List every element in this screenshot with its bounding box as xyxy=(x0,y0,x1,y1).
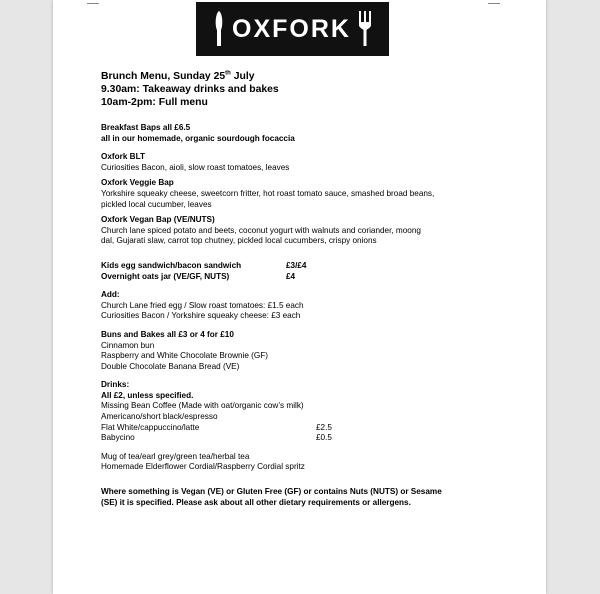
add-option: Church Lane fried egg / Slow roast tomatoes: £1.5 each xyxy=(101,300,304,310)
extra-item-label: Overnight oats jar (VE/GF, NUTS) xyxy=(101,271,230,281)
fork-icon xyxy=(358,10,372,48)
menu-item-name: Oxfork Veggie Bap xyxy=(101,178,174,188)
menu-content xyxy=(101,70,501,508)
page-crop-mark-left xyxy=(87,0,99,4)
drink-item: Missing Bean Coffee (Made with oat/organic cow’s milk) xyxy=(101,401,304,411)
baps-heading: Breakfast Baps all £6.5 xyxy=(101,123,191,132)
drink-label: Babycino xyxy=(101,433,135,443)
dietary-note: Where something is Vegan (VE) or Gluten Free (GF) or contains Nuts (NUTS) or Sesame xyxy=(101,487,442,497)
full-menu-hours: 10am-2pm: Full menu xyxy=(101,97,208,108)
drinks-heading: Drinks: xyxy=(101,380,130,390)
extra-item-price: £4 xyxy=(286,271,296,281)
drinks-subheading: All £2, unless specified. xyxy=(101,390,194,400)
page-crop-mark-right xyxy=(488,0,500,4)
add-heading: Add: xyxy=(101,290,120,300)
menu-item-description: Church lane spiced potato and beets, coconut yogurt with walnuts and coriander, moong xyxy=(101,225,421,235)
menu-item-description: Curiosities Bacon, aioli, slow roast tomatoes, leaves xyxy=(101,162,290,172)
extra-item-row xyxy=(101,261,501,272)
takeaway-hours: 9.30am: Takeaway drinks and bakes xyxy=(101,84,279,95)
menu-item-description: Yorkshire squeaky cheese, sweetcorn fritter, hot roast tomato sauce, smashed broad beans, xyxy=(101,188,435,198)
bake-item: Double Chocolate Banana Bread (VE) xyxy=(101,361,240,371)
logo-wordmark: OXFORK xyxy=(232,14,351,43)
bake-item: Cinnamon bun xyxy=(101,340,155,350)
drink-price: £0.5 xyxy=(316,433,332,443)
extra-item-label: Kids egg sandwich/bacon sandwich xyxy=(101,260,242,270)
menu-item-name: Oxfork BLT xyxy=(101,152,145,162)
knife-icon xyxy=(213,10,225,48)
add-option: Curiosities Bacon / Yorkshire squeaky cheese: £3 each xyxy=(101,311,301,321)
oxfork-logo xyxy=(196,2,389,56)
drink-price: £2.5 xyxy=(316,422,332,432)
menu-title: Brunch Menu, Sunday 25th July xyxy=(101,70,255,82)
buns-heading: Buns and Bakes all £3 or 4 for £10 xyxy=(101,329,234,339)
dietary-note: (SE) it is specified. Please ask about all other dietary requirements or allergens. xyxy=(101,497,411,507)
drink-item: Mug of tea/earl grey/green tea/herbal tea xyxy=(101,451,250,461)
drink-price-row xyxy=(101,423,501,434)
bake-item: Raspberry and White Chocolate Brownie (GF) xyxy=(101,351,269,361)
extra-item-price: £3/£4 xyxy=(286,260,307,270)
drink-item: Americano/short black/espresso xyxy=(101,412,218,422)
menu-item-description: dal, Gujarati slaw, carrot top chutney, pickled local cucumbers, crispy onions xyxy=(101,236,377,246)
menu-item-description: pickled local cucumber, leaves xyxy=(101,199,212,209)
drink-item: Homemade Elderflower Cordial/Raspberry Cordial spritz xyxy=(101,462,305,472)
menu-item-name: Oxfork Vegan Bap (VE/NUTS) xyxy=(101,215,215,225)
extra-item-row xyxy=(101,272,501,283)
baps-subheading: all in our homemade, organic sourdough focaccia xyxy=(101,133,295,143)
drink-price-row xyxy=(101,433,501,444)
drink-label: Flat White/cappuccino/latte xyxy=(101,422,200,432)
